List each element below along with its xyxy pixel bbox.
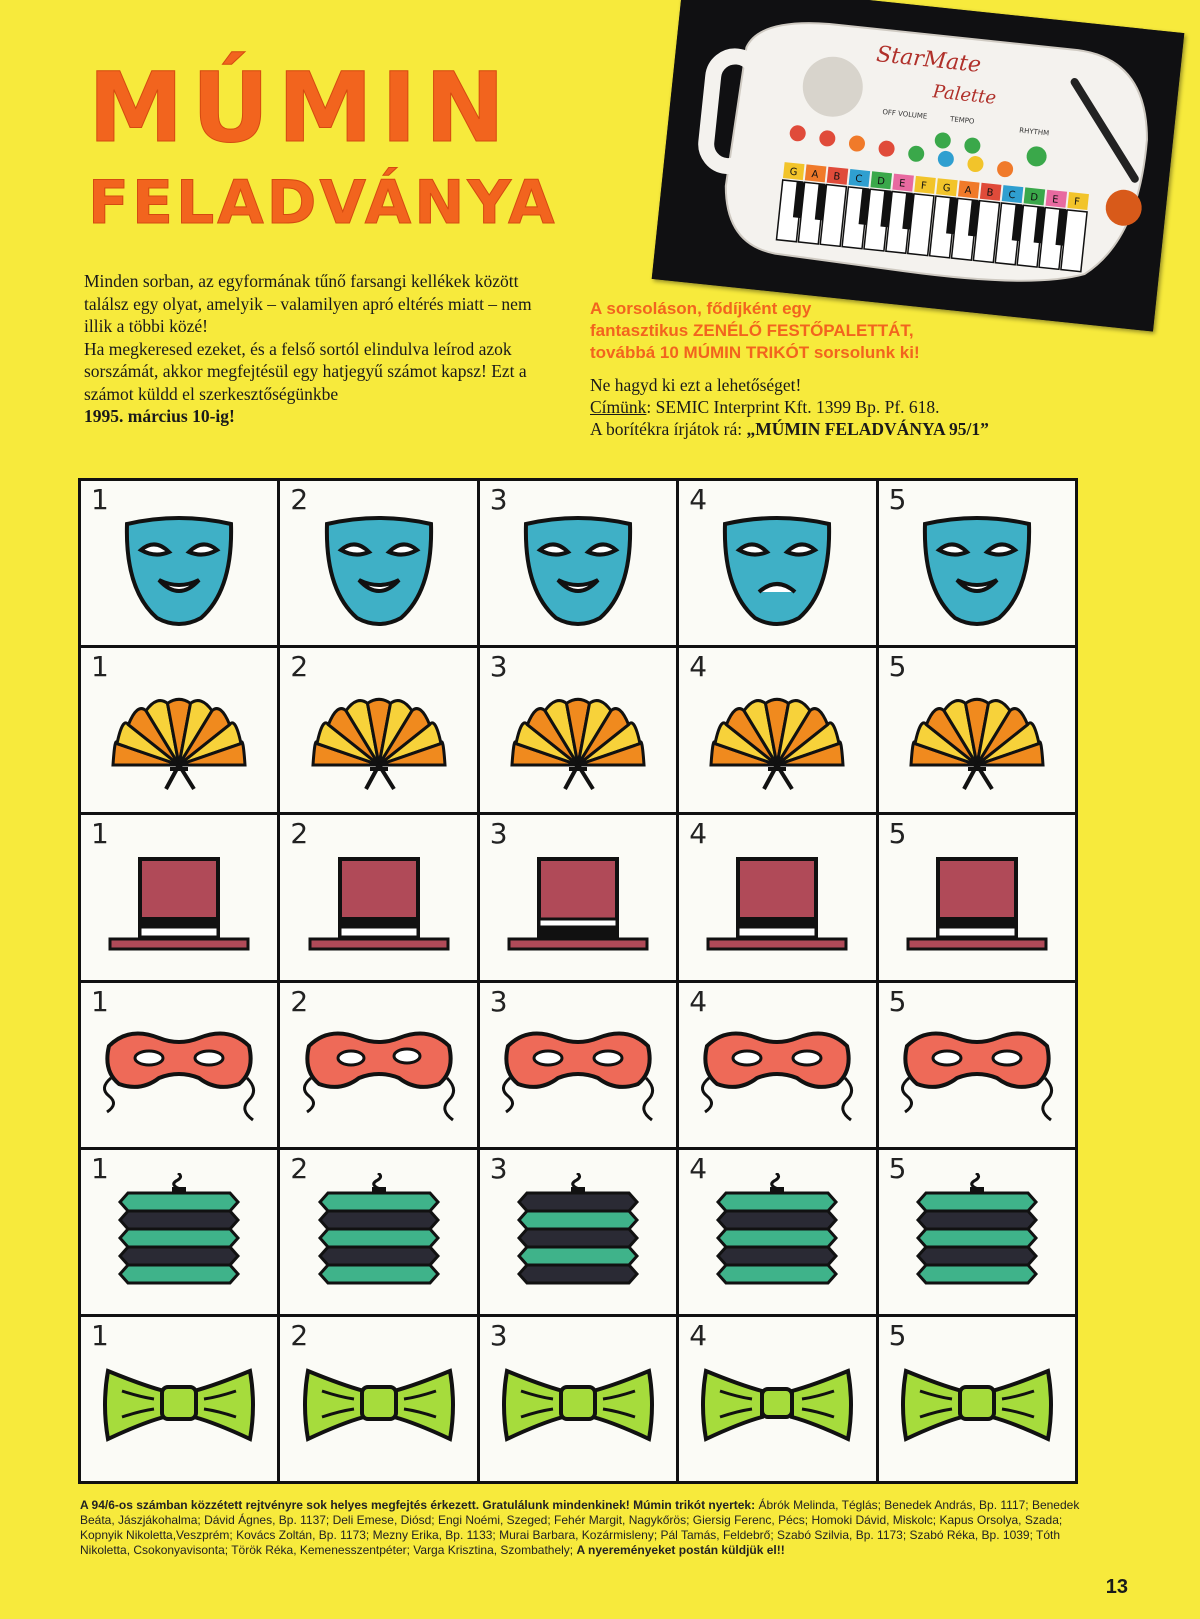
bowtie-drawing xyxy=(102,1363,256,1447)
envelope-code: „MÚMIN FELADVÁNYA 95/1” xyxy=(746,419,989,439)
winners-footer xyxy=(80,1498,1080,1558)
address-label: Címünk xyxy=(590,397,647,417)
cell-number: 1 xyxy=(91,1318,109,1352)
puzzle-cell-lantern xyxy=(81,1150,277,1314)
cell-number: 2 xyxy=(290,483,309,516)
puzzle-cell-hat xyxy=(480,815,676,979)
bowtie-drawing xyxy=(302,1363,456,1447)
cell-number: 2 xyxy=(290,817,309,851)
eye-mask-drawing xyxy=(99,1016,259,1126)
contact-info xyxy=(590,374,1110,440)
key-letter: A xyxy=(964,185,973,197)
key-letter: B xyxy=(832,171,841,183)
mask-drawing xyxy=(917,510,1037,630)
intro-paragraph-1: Minden sorban, az egyformának tűnő farsangi kellékek között találsz egy olyat, amelyik – valamilyen apró eltérés miatt – nem illik a többi közé! xyxy=(84,271,532,336)
prize-announcement xyxy=(590,298,1050,364)
puzzle-grid xyxy=(78,478,1078,1484)
reminder-text: Ne hagyd ki ezt a lehetőséget! xyxy=(590,375,802,395)
cell-number: 3 xyxy=(489,1151,508,1185)
prize-line-2: fantasztikus ZENÉLŐ FESTŐPALETTÁT, xyxy=(590,321,914,340)
photo-model: Palette xyxy=(931,81,998,109)
cell-number: 4 xyxy=(689,650,708,684)
cell-number: 5 xyxy=(888,984,907,1018)
cell-number: 2 xyxy=(290,984,309,1018)
puzzle-cell-fan xyxy=(679,648,875,812)
page-title-line2: FELADVÁNYA xyxy=(88,168,558,238)
cell-number: 2 xyxy=(290,1151,309,1185)
mask-drawing xyxy=(319,510,439,630)
photo-label-tempo: TEMPO xyxy=(949,115,975,126)
cell-number: 1 xyxy=(91,984,109,1018)
hat-drawing xyxy=(104,849,254,959)
cell-number: 5 xyxy=(888,1151,907,1185)
cell-number: 1 xyxy=(91,1151,109,1185)
cell-number: 1 xyxy=(91,483,109,516)
key-letter: C xyxy=(854,173,863,186)
puzzle-cell-lantern xyxy=(480,1150,676,1314)
lantern-drawing xyxy=(513,1173,643,1303)
fan-drawing xyxy=(702,677,852,797)
cell-number: 1 xyxy=(91,650,109,684)
puzzle-cell-mask xyxy=(879,481,1075,645)
eye-mask-drawing xyxy=(498,1016,658,1126)
puzzle-cell-eye-mask xyxy=(480,983,676,1147)
address-text: : SEMIC Interprint Kft. 1399 Bp. Pf. 618. xyxy=(646,397,940,417)
puzzle-cell-bowtie xyxy=(480,1317,676,1481)
puzzle-cell-lantern xyxy=(679,1150,875,1314)
key-letter: G xyxy=(789,166,798,179)
cell-number: 2 xyxy=(290,650,309,684)
cell-number: 4 xyxy=(689,483,708,516)
lantern-drawing xyxy=(114,1173,244,1303)
eye-mask-drawing xyxy=(299,1016,459,1126)
page-title-line1: MÚMIN xyxy=(88,52,514,164)
puzzle-cell-bowtie xyxy=(81,1317,277,1481)
key-letter: F xyxy=(1073,196,1081,209)
envelope-prefix: A borítékra írjátok rá: xyxy=(590,419,747,439)
hat-drawing xyxy=(902,849,1052,959)
bowtie-drawing xyxy=(501,1363,655,1447)
puzzle-cell-mask xyxy=(280,481,476,645)
puzzle-cell-fan xyxy=(280,648,476,812)
mask-drawing xyxy=(717,510,837,630)
cell-number: 4 xyxy=(689,1151,708,1185)
cell-number: 4 xyxy=(689,1318,708,1352)
key-letter: D xyxy=(876,175,886,188)
photo-label-volume: OFF VOLUME xyxy=(881,108,928,121)
key-letter: C xyxy=(1007,189,1016,202)
footer-lead: A 94/6-os számban közzétett rejtvényre sok helyes megfejtés érkezett. Gratulálunk mindenkinek! Múmin trikót nyertek: xyxy=(80,1498,756,1512)
cell-number: 3 xyxy=(489,817,508,851)
cell-number: 3 xyxy=(489,650,508,684)
cell-number: 4 xyxy=(689,984,708,1018)
page-number: 13 xyxy=(1105,1576,1128,1598)
key-letter: G xyxy=(942,182,952,195)
key-letter: D xyxy=(1029,191,1039,204)
fan-drawing xyxy=(503,677,653,797)
eye-mask-drawing xyxy=(897,1016,1057,1126)
cell-number: 1 xyxy=(91,817,109,851)
cell-number: 3 xyxy=(489,1318,508,1352)
puzzle-cell-hat xyxy=(679,815,875,979)
envelope-line xyxy=(590,418,1110,440)
puzzle-cell-hat xyxy=(879,815,1075,979)
puzzle-cell-eye-mask xyxy=(679,983,875,1147)
mask-drawing xyxy=(119,510,239,630)
hat-drawing xyxy=(304,849,454,959)
puzzle-cell-fan xyxy=(879,648,1075,812)
footer-winners: Ábrók Melinda, Téglás; Benedek András, Bp. 1117; Benedek Beáta, Jászjákohalma; Dávid Ágnes, Bp. 1137; Deli Emese, Diósd; Engi Noémi, Szeged; Fehér Margit, Nagykőrös; Giersig Ferenc, Pécs; Homoki Dávid, Miskolc; Kapus Orsolya, Szada; Kopnyik Nikoletta,Veszprém; Kovács Zoltán, Bp. 1173; Mezny Erika, Bp. 1133; Murai Barbara, Kozármisleny; Pál Tamás, Feldebrő; Szabó Szilvia, Bp. 1173; Szabó Réka, Bp. 1039; Tóth Nikoletta, Csokonyavisonta; Török Réka, Kemenesszentpéter; Varga Krisztina, Szombathely; xyxy=(80,1498,1080,1557)
fan-drawing xyxy=(902,677,1052,797)
fan-drawing xyxy=(104,677,254,797)
puzzle-cell-eye-mask xyxy=(879,983,1075,1147)
eye-mask-drawing xyxy=(697,1016,857,1126)
intro-paragraph-2: Ha megkeresed ezeket, és a felső sortól elindulva leírod azok sorszámát, akkor megfejtésül egy hatjegyű számot kapsz! Ezt a számot küldd el szerkesztőségünkbe xyxy=(84,338,527,404)
key-letter: E xyxy=(1051,194,1060,206)
puzzle-cell-bowtie xyxy=(879,1317,1075,1481)
puzzle-cell-hat xyxy=(81,815,277,979)
fan-drawing xyxy=(304,677,454,797)
cell-number: 3 xyxy=(489,984,508,1018)
puzzle-cell-hat xyxy=(280,815,476,979)
lantern-drawing xyxy=(314,1173,444,1303)
puzzle-cell-bowtie xyxy=(679,1317,875,1481)
puzzle-cell-lantern xyxy=(280,1150,476,1314)
cell-number: 4 xyxy=(689,817,708,851)
intro-text xyxy=(84,270,564,428)
lantern-drawing xyxy=(912,1173,1042,1303)
puzzle-cell-eye-mask xyxy=(280,983,476,1147)
key-letter: A xyxy=(810,168,819,181)
puzzle-cell-mask xyxy=(81,481,277,645)
cell-number: 5 xyxy=(888,483,907,516)
puzzle-cell-fan xyxy=(81,648,277,812)
puzzle-cell-fan xyxy=(480,648,676,812)
puzzle-cell-mask xyxy=(679,481,875,645)
mask-drawing xyxy=(518,510,638,630)
photo-label-rhythm: RHYTHM xyxy=(1018,126,1050,138)
cell-number: 2 xyxy=(290,1318,309,1352)
address-line xyxy=(590,396,1110,418)
puzzle-cell-bowtie xyxy=(280,1317,476,1481)
lantern-drawing xyxy=(712,1173,842,1303)
hat-drawing xyxy=(503,849,653,959)
hat-drawing xyxy=(702,849,852,959)
puzzle-cell-eye-mask xyxy=(81,983,277,1147)
key-letter: F xyxy=(920,180,928,193)
puzzle-cell-mask xyxy=(480,481,676,645)
cell-number: 3 xyxy=(489,483,508,516)
prize-line-1: A sorsoláson, fődíjként egy xyxy=(590,299,812,318)
cell-number: 5 xyxy=(888,817,907,851)
cell-number: 5 xyxy=(888,650,907,684)
prize-photo xyxy=(652,0,1185,332)
deadline: 1995. március 10-ig! xyxy=(84,406,235,426)
bowtie-drawing xyxy=(700,1363,854,1447)
photo-brand: StarMate xyxy=(875,42,983,79)
key-letter: B xyxy=(985,187,994,200)
puzzle-cell-lantern xyxy=(879,1150,1075,1314)
footer-closing: A nyereményeket postán küldjük el!! xyxy=(576,1543,785,1557)
bowtie-drawing xyxy=(900,1363,1054,1447)
key-letter: E xyxy=(898,178,906,190)
cell-number: 5 xyxy=(888,1318,907,1352)
prize-line-3: továbbá 10 MÚMIN TRIKÓT sorsolunk ki! xyxy=(590,343,920,362)
